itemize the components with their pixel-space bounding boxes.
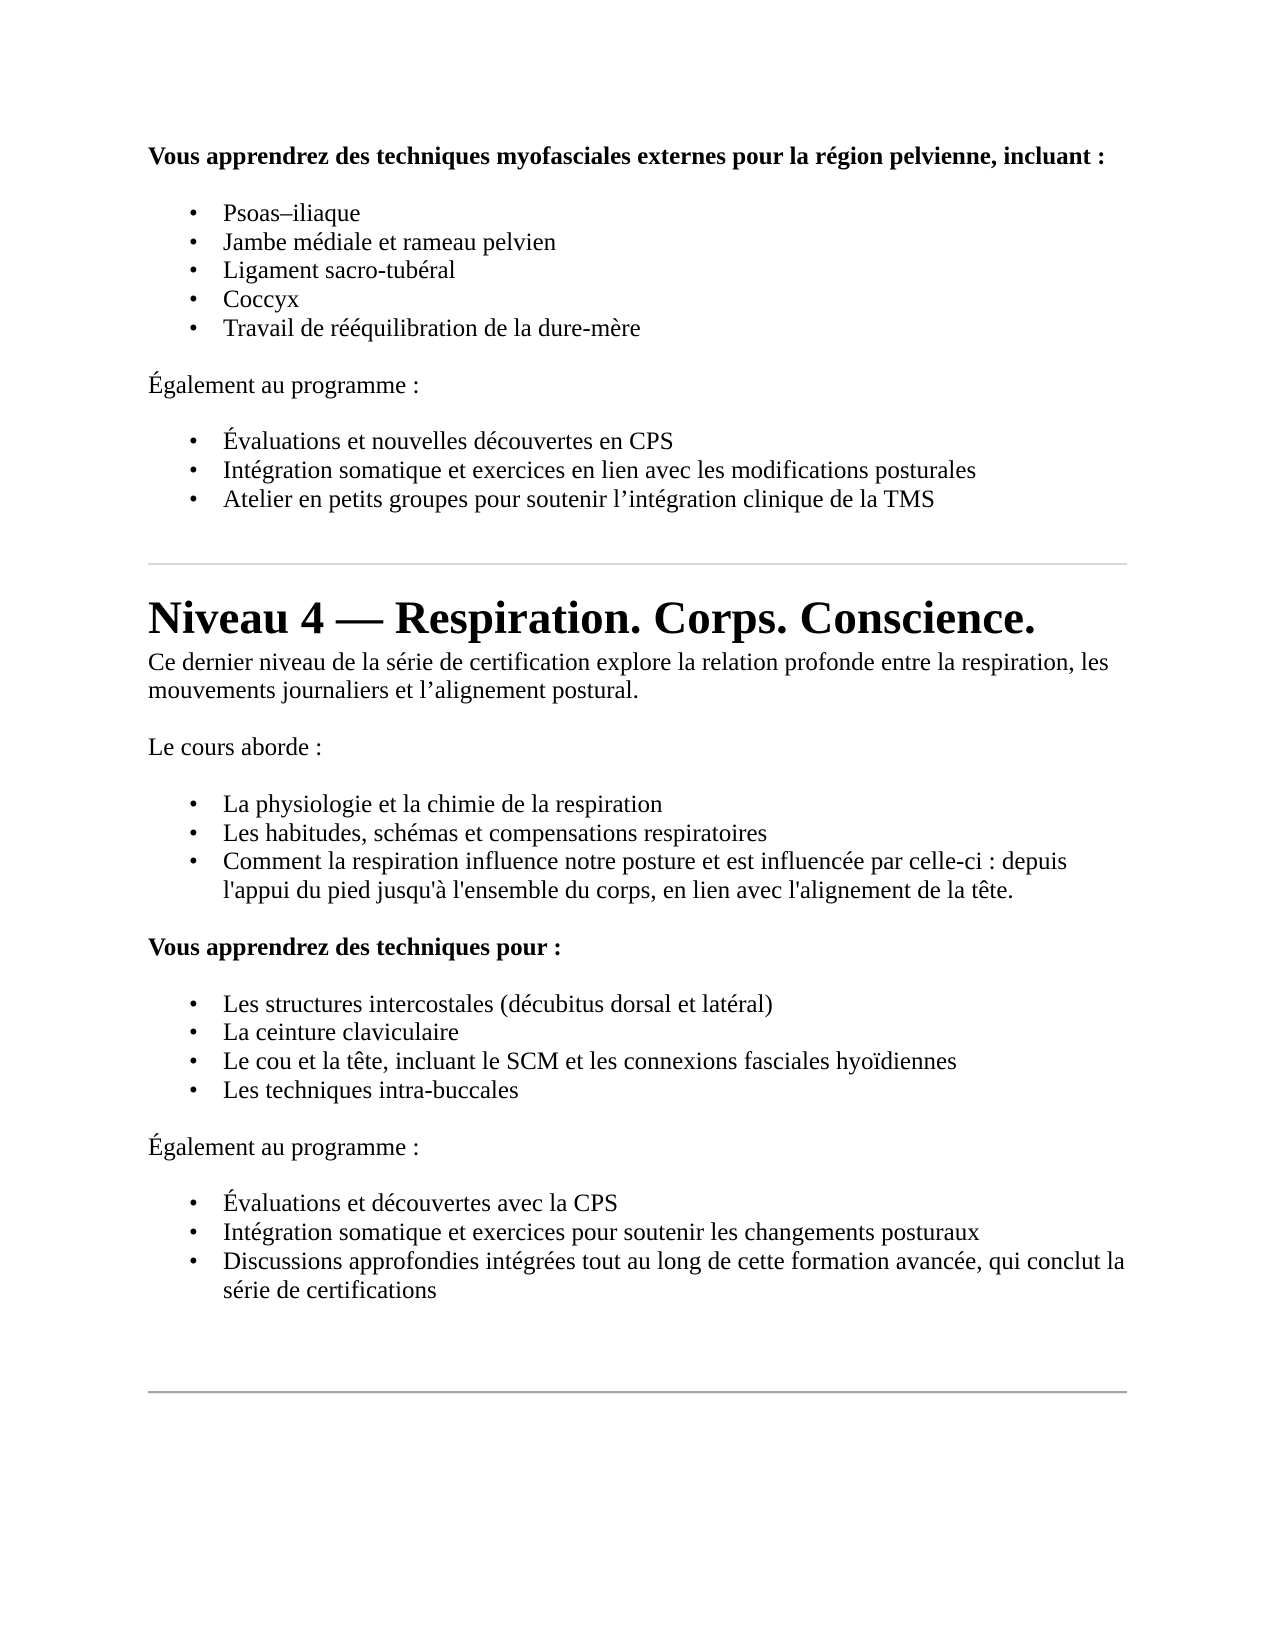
level-4-description: Ce dernier niveau de la série de certification explore la relation profonde entre la respiration, les mouvements journaliers et l’alignement postural. <box>148 648 1109 705</box>
list-item: • Ligament sacro-tubéral <box>148 257 1127 286</box>
techniques-intro: Vous apprendrez des techniques pour : <box>148 933 562 961</box>
section-divider-bottom <box>148 1391 1127 1393</box>
list-item: • Coccyx <box>148 286 1127 315</box>
list-item: • Les structures intercostales (décubitus dorsal et latéral) <box>148 991 1127 1020</box>
also-on-program-label-1: Également au programme : <box>148 371 420 399</box>
pelvic-techniques-list <box>148 200 1127 344</box>
course-topics-list <box>148 791 1127 906</box>
course-covers-label: Le cours aborde : <box>148 734 323 761</box>
list-item: • Intégration somatique et exercices pour soutenir les changements posturaux <box>148 1219 1127 1248</box>
list-item: • Travail de rééquilibration de la dure-mère <box>148 315 1127 344</box>
list-item: • Évaluations et nouvelles découvertes en CPS <box>148 428 1127 457</box>
list-item: • Évaluations et découvertes avec la CPS <box>148 1190 1127 1219</box>
list-item: • Les habitudes, schémas et compensations respiratoires <box>148 820 1127 849</box>
list-item: • La physiologie et la chimie de la respiration <box>148 791 1127 820</box>
also-on-program-label-2: Également au programme : <box>148 1133 420 1161</box>
list-item: • Les techniques intra-buccales <box>148 1077 1127 1106</box>
list-item: • Discussions approfondies intégrées tout au long de cette formation avancée, qui conclut la série de certifications <box>148 1248 1127 1306</box>
list-item: • Le cou et la tête, incluant le SCM et les connexions fasciales hyoïdiennes <box>148 1048 1127 1077</box>
list-item: • Intégration somatique et exercices en lien avec les modifications posturales <box>148 457 1127 486</box>
list-item: • Comment la respiration influence notre posture et est influencée par celle-ci : depuis l'appui du pied jusqu'à l'ensemble du corps, en lien avec l'alignement de la tête. <box>148 848 1127 906</box>
section-divider-top <box>148 563 1127 565</box>
list-item: • La ceinture claviculaire <box>148 1019 1127 1048</box>
list-item: • Psoas–iliaque <box>148 200 1127 229</box>
level-4-section-title: Niveau 4 — Respiration. Corps. Conscience. <box>148 591 1036 644</box>
list-item: • Jambe médiale et rameau pelvien <box>148 229 1127 258</box>
program-extras-list-1 <box>148 428 1127 514</box>
program-extras-list-2 <box>148 1190 1127 1305</box>
pelvic-techniques-intro: Vous apprendrez des techniques myofasciales externes pour la région pelvienne, incluant : <box>148 143 1106 170</box>
techniques-list <box>148 991 1127 1106</box>
list-item: • Atelier en petits groupes pour soutenir l’intégration clinique de la TMS <box>148 486 1127 515</box>
